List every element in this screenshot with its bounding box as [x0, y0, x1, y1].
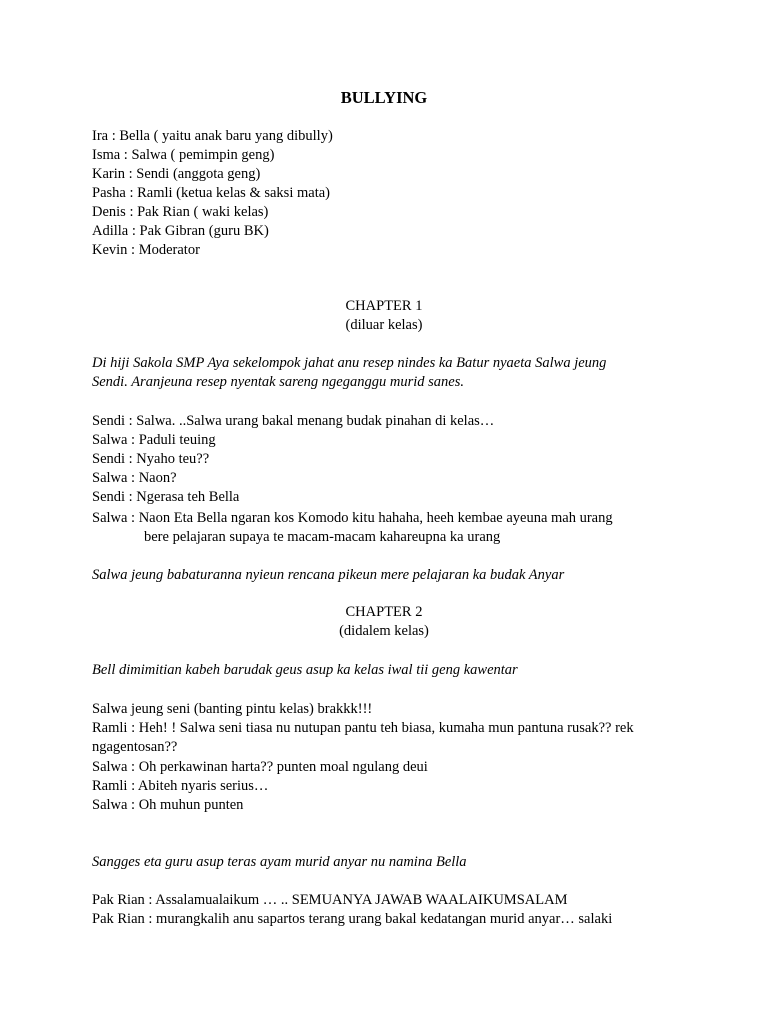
dialogue-line-continued: bere pelajaran supaya te macam-macam kahareupna ka urang	[144, 529, 501, 545]
chapter-1-heading: CHAPTER 1	[345, 298, 423, 314]
dialogue-line: Sendi : Ngerasa teh Bella	[92, 489, 240, 505]
dialogue-line: Pak Rian : murangkalih anu sapartos terang urang bakal kedatangan murid anyar… salaki	[92, 911, 613, 927]
dialogue-line: Salwa : Naon Eta Bella ngaran kos Komodo kitu hahaha, heeh kembae ayeuna mah urang	[92, 510, 613, 526]
chapter-2-narration: Bell dimimitian kabeh barudak geus asup ka kelas iwal tii geng kawentar	[92, 662, 518, 678]
cast-line: Kevin : Moderator	[92, 242, 200, 258]
dialogue-line: Sendi : Nyaho teu??	[92, 451, 210, 467]
chapter-2-heading: CHAPTER 2	[345, 604, 423, 620]
dialogue-line: Sendi : Salwa. ..Salwa urang bakal menang budak pinahan di kelas…	[92, 413, 495, 429]
dialogue-line: Salwa : Paduli teuing	[92, 432, 216, 448]
dialogue-line: Pak Rian : Assalamualaikum … .. SEMUANYA JAWAB WAALAIKUMSALAM	[92, 892, 568, 908]
cast-line: Ira : Bella ( yaitu anak baru yang dibully)	[92, 128, 333, 144]
cast-line: Pasha : Ramli (ketua kelas & saksi mata)	[92, 185, 330, 201]
dialogue-line: ngagentosan??	[92, 739, 178, 755]
dialogue-line: Ramli : Abiteh nyaris serius…	[92, 778, 269, 794]
document-title: BULLYING	[340, 88, 428, 107]
cast-line: Denis : Pak Rian ( waki kelas)	[92, 204, 269, 220]
chapter-2-setting: (didalem kelas)	[339, 623, 429, 639]
dialogue-line: Salwa : Naon?	[92, 470, 177, 486]
chapter-1-narration: Sendi. Aranjeuna resep nyentak sareng ngeganggu murid sanes.	[92, 374, 464, 390]
dialogue-line: Salwa : Oh perkawinan harta?? punten moal ngulang deui	[92, 759, 428, 775]
chapter-1-closing-narration: Salwa jeung babaturanna nyieun rencana pikeun mere pelajaran ka budak Anyar	[92, 567, 565, 583]
cast-line: Karin : Sendi (anggota geng)	[92, 166, 261, 182]
chapter-1-setting: (diluar kelas)	[345, 317, 423, 333]
dialogue-line: Salwa : Oh muhun punten	[92, 797, 244, 813]
chapter-1-narration: Di hiji Sakola SMP Aya sekelompok jahat anu resep nindes ka Batur nyaeta Salwa jeung	[92, 355, 607, 371]
chapter-2-narration: Sangges eta guru asup teras ayam murid anyar nu namina Bella	[92, 854, 467, 870]
dialogue-line: Ramli : Heh! ! Salwa seni tiasa nu nutupan pantu teh biasa, kumaha mun pantuna rusak?? rek	[92, 720, 634, 736]
cast-line: Isma : Salwa ( pemimpin geng)	[92, 147, 275, 163]
dialogue-line: Salwa jeung seni (banting pintu kelas) brakkk!!!	[92, 701, 373, 717]
cast-line: Adilla : Pak Gibran (guru BK)	[92, 223, 269, 239]
